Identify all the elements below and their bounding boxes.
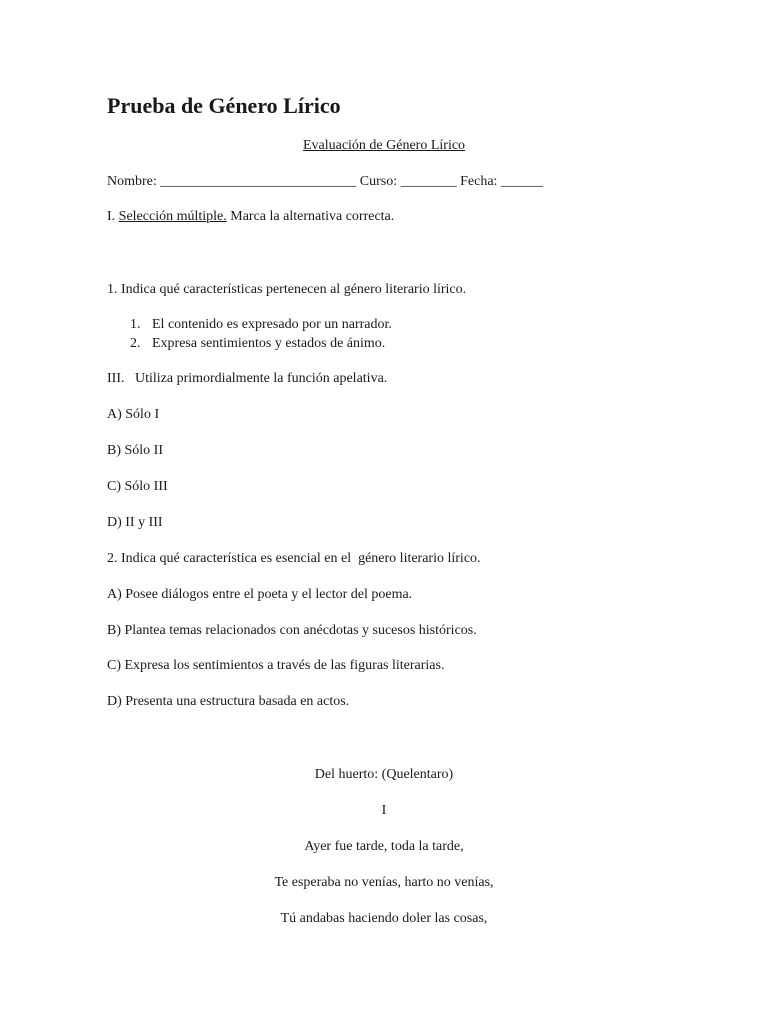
question-1-option: A) Sólo I	[107, 407, 160, 422]
question-1-list-item	[130, 316, 392, 334]
question-1-option: B) Sólo II	[107, 443, 163, 458]
curso-blank: ________	[400, 174, 457, 189]
section-one-instruction: Marca la alternativa correcta.	[230, 209, 395, 224]
fecha-blank: ______	[500, 174, 543, 189]
section-one-title: Selección múltiple.	[118, 209, 227, 224]
list-item-text: El contenido es expresado por un narrador.	[152, 317, 392, 332]
list-item-text: Expresa sentimientos y estados de ánimo.	[152, 336, 386, 351]
poem-line: Tú andabas haciendo doler las cosas,	[280, 911, 488, 926]
list-item-number: 2.	[130, 336, 141, 351]
question-2-option: B) Plantea temas relacionados con anécdotas y sucesos históricos.	[107, 623, 477, 638]
question-1-option: D) II y III	[107, 515, 163, 530]
curso-label: Curso:	[359, 174, 398, 189]
list-item-number: 1.	[130, 317, 141, 332]
poem-section-number: I	[381, 803, 387, 818]
fecha-label: Fecha:	[460, 174, 498, 189]
nombre-label: Nombre:	[107, 174, 157, 189]
question-1-item-three: III. Utiliza primordialmente la función apelativa.	[107, 371, 388, 386]
nombre-blank: ____________________________	[160, 174, 357, 189]
poem-line: Te esperaba no venías, harto no venías,	[274, 875, 494, 890]
question-2-option: A) Posee diálogos entre el poeta y el lector del poema.	[107, 587, 413, 602]
question-1-option: C) Sólo III	[107, 479, 168, 494]
poem-line: Ayer fue tarde, toda la tarde,	[304, 839, 464, 854]
question-2-option: C) Expresa los sentimientos a través de las figuras literarias.	[107, 658, 445, 673]
section-one-prefix: I.	[107, 209, 116, 224]
question-2-option: D) Presenta una estructura basada en actos.	[107, 694, 350, 709]
poem-title: Del huerto: (Quelentaro)	[314, 767, 454, 782]
section-one-heading	[107, 208, 394, 226]
question-1-list-item	[130, 335, 385, 353]
document-subtitle: Evaluación de Género Lírico	[302, 138, 466, 153]
document-title: Prueba de Género Lírico	[107, 93, 341, 118]
student-info-line	[107, 173, 543, 191]
question-2-text: 2. Indica qué característica es esencial en el género literario lírico.	[107, 551, 481, 566]
question-1-text: 1. Indica qué características pertenecen al género literario lírico.	[107, 282, 467, 297]
